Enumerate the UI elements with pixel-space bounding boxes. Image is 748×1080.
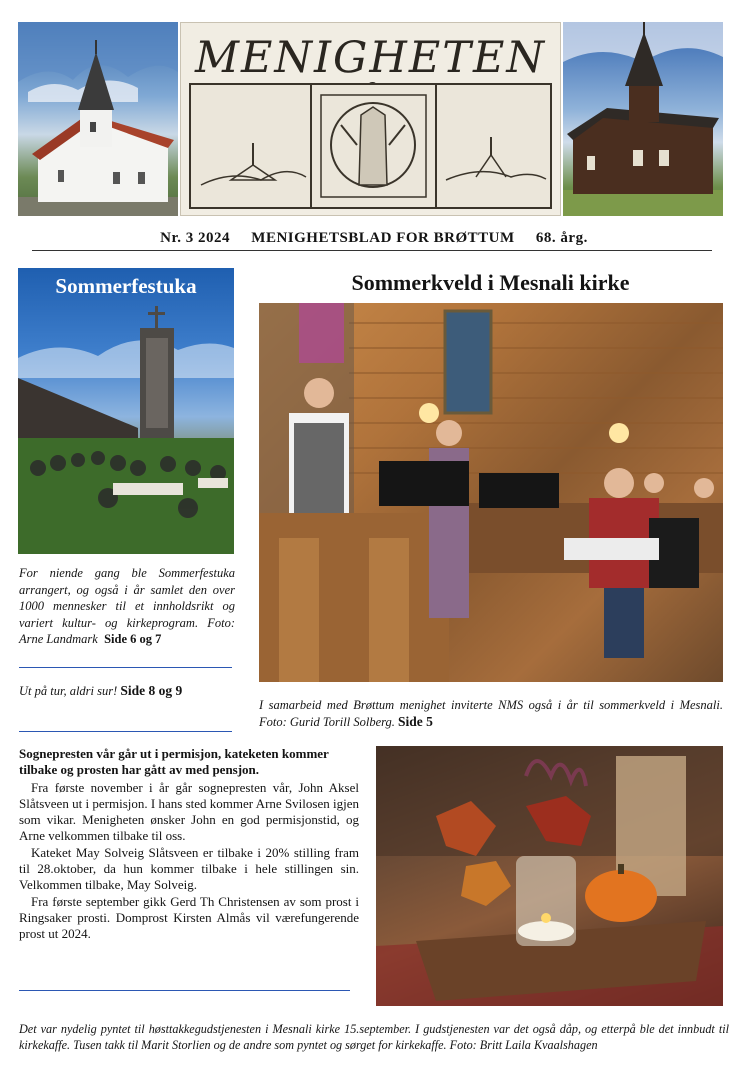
bottom-caption: Det var nydelig pyntet til høsttakkegudstjenesten i Mesnali kirke 15.september. I gudstjenesten var det også dåp, og etterpå ble det innbudt til kirkekaffe. Tusen takk til Marit Storlien og de andre som pyntet og sørget for kirkekaffe. Foto: Britt Laila Kvaalshagen [19, 1022, 729, 1052]
teaser-page-ref: Side 8 og 9 [120, 683, 183, 698]
church-photo-left [18, 22, 178, 216]
article-divider [19, 990, 350, 991]
main-page-ref: Side 5 [398, 713, 433, 729]
article-lead: Sognepresten vår går ut i permisjon, kateketen kommer tilbake og prosten har gått av med pensjon. [19, 746, 329, 778]
masthead-woodcut-illustration [189, 83, 552, 209]
church-photo-right [563, 22, 723, 216]
harvest-decoration-illustration [376, 746, 723, 1006]
main-caption: I samarbeid med Brøttum menighet inviterte NMS også i år til sommerkveld i Mesnali. Foto: Gurid Torill Solberg. [259, 698, 723, 729]
stave-church-illustration [563, 22, 723, 216]
issue-year: 2024 [198, 230, 231, 246]
article-paragraph: Fra første november i år går sognepresten vår, John Aksel Slåtsveen ut i permisjon. I hans sted kommer Arne Svilosen igjen som vikar. Menigheten ønsker John en god permisjonstid, og Arne velkommen tilbake til oss. [19, 779, 359, 844]
teaser-block [19, 683, 235, 700]
article-paragraph: Fra første september gikk Gerd Th Christensen av som prost i Ringsaker prosti. Domprost Kirsten Almås vil værefungerende prost ut 2024. [19, 893, 359, 942]
sommerkveld-photo [259, 303, 723, 682]
left-divider-1 [19, 667, 232, 668]
issue-number: Nr. 3 [160, 230, 194, 246]
main-headline: Sommerkveld i Mesnali kirke [351, 270, 630, 295]
sommerfestuka-title: Sommerfestuka [55, 274, 197, 298]
left-divider-2 [19, 731, 232, 732]
woodcut-icon [191, 85, 550, 207]
main-caption-block [259, 697, 723, 730]
article-paragraph: Kateket May Solveig Slåtsveen er tilbake i 20% stilling fram til 28.oktober, da hun kommer tilbake i hele stillingen sin. Velkommen tilbake, May Solveig. [19, 844, 359, 893]
sommerfestuka-caption-block [19, 565, 235, 648]
issue-info-line [0, 230, 748, 247]
masthead-title: MENIGHETEN [195, 33, 546, 83]
volume-number: 68. årg. [535, 230, 588, 246]
header-divider [32, 250, 712, 251]
teaser-text: Ut på tur, aldri sur! [19, 684, 118, 698]
musicians-illustration [259, 303, 723, 682]
article [19, 746, 359, 943]
publication-name: MENIGHETSBLAD FOR BRØTTUM [251, 230, 515, 246]
festival-crowd-illustration [18, 268, 234, 554]
harvest-decoration-photo [376, 746, 723, 1006]
masthead [180, 22, 561, 216]
sommerfestuka-photo [18, 268, 234, 554]
white-church-illustration [18, 22, 178, 216]
sommerfestuka-caption: For niende gang ble Sommerfestuka arrangert, og også i år samlet den over 1000 mennesker til et innholdsrikt og variert kultur- og kirkeprogram. Foto: Arne Landmark [19, 566, 235, 646]
sommerfestuka-page-ref: Side 6 og 7 [104, 632, 162, 646]
